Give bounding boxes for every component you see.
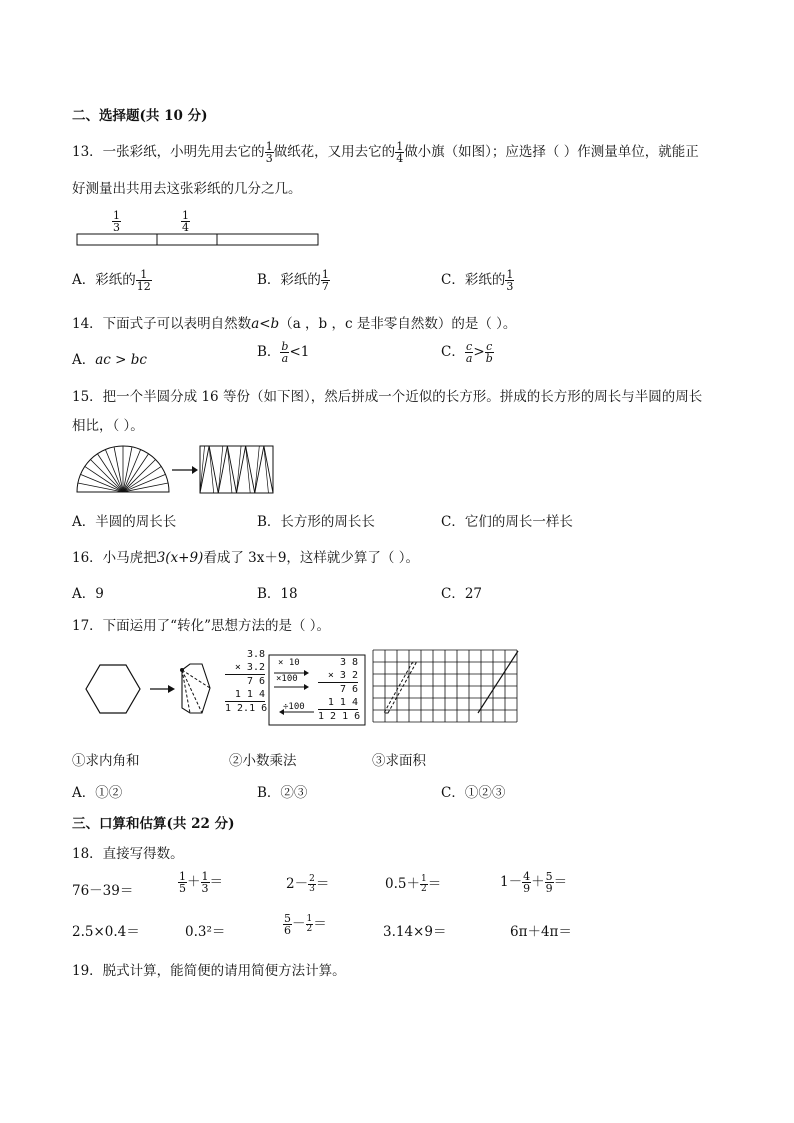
arrow-head-icon (168, 685, 175, 693)
sector-edge (246, 446, 251, 493)
option-label: A．彩纸的 (72, 272, 136, 288)
q14-option-a[interactable] (72, 348, 147, 368)
sector-edge (264, 446, 269, 493)
times-100-label: ×100 (276, 674, 298, 684)
fraction: $\frac{1}{2}$ (420, 874, 427, 894)
option-operator: > (473, 344, 485, 360)
q18-item-9: 3.14×9＝ (383, 924, 447, 940)
fraction: $\frac{1}{3}$ (201, 870, 209, 895)
option-expr: ac > bc (95, 352, 147, 368)
strip-label-one-fourth: $\frac{1}{4}$ (182, 209, 189, 234)
q14-text-a: 14．下面式子可以表明自然数 (72, 316, 252, 332)
divided-hexagon (182, 664, 210, 713)
question-16 (72, 546, 419, 566)
q18-item-1: 76－39＝ (72, 883, 134, 899)
fraction: $\frac{1}{3}$ (506, 268, 514, 293)
decimal-multiplication-left: 3.8 × 3.2 7 6 1 1 4 1 2.1 6 (225, 649, 268, 714)
question-13-line1 (72, 140, 699, 164)
fraction: $\frac{1}{5}$ (179, 870, 186, 895)
option-label: C．彩纸的 (441, 272, 506, 288)
q18-item-7: 0.3²＝ (185, 924, 226, 940)
q13-option-b[interactable] (257, 268, 330, 292)
q14-option-c[interactable] (441, 340, 494, 364)
integer-multiplication-right: 3 8 × 3 2 7 6 1 1 4 1 2 1 6 (318, 657, 361, 722)
figure-caption-3: ③求面积 (372, 753, 426, 769)
q13-option-a[interactable] (72, 268, 152, 292)
section-title-mental-math: 三、口算和估算(共 22 分) (72, 816, 235, 832)
fraction: $\frac{1}{12}$ (136, 268, 151, 293)
fraction: $\frac{c}{a}$ (465, 340, 473, 365)
sector-edge (200, 446, 205, 493)
sector-edge (255, 446, 260, 493)
q16-text-a: 16．小马虎把 (72, 550, 157, 566)
zigzag-sectors (200, 446, 273, 493)
arrow-head-icon (192, 466, 198, 474)
option-label: A． (72, 352, 96, 368)
q18-item-6: 2.5×0.4＝ (72, 924, 140, 940)
fraction: $\frac{2}{3}$ (309, 874, 315, 894)
semicircle-to-rectangle-figure (74, 443, 284, 495)
fraction: $\frac{5}{9}$ (545, 870, 553, 895)
option-tail: <1 (289, 344, 310, 360)
q17-option-b[interactable]: B．②③ (257, 785, 308, 801)
fraction: $\frac{1}{2}$ (306, 914, 313, 934)
fraction: $\frac{1}{4}$ (396, 140, 404, 165)
rectangle-sectors (200, 446, 273, 493)
q15-option-a[interactable]: A．半圆的周长长 (72, 514, 177, 530)
fraction: $\frac{b}{a}$ (281, 340, 289, 365)
q18-item-3: 2－ $\frac{2}{3}$ ＝ (286, 874, 330, 894)
question-14 (72, 312, 516, 332)
question-13-line2: 好测量出共用去这张彩纸的几分之几。 (72, 181, 302, 197)
question-15-line2: 相比，（ ）。 (72, 418, 144, 434)
figure-caption-1: ①求内角和 (72, 753, 140, 769)
q13-text-a: 13．一张彩纸，小明先用去它的 (72, 144, 265, 160)
times-10-label: × 10 (278, 658, 300, 668)
q16-expr: 3(x+9) (156, 550, 204, 566)
q15-option-b[interactable]: B．长方形的周长长 (257, 514, 375, 530)
dashed-parallelogram (384, 663, 416, 713)
question-15-line1: 15．把一个半圆分成 16 等份（如下图），然后拼成一个近似的长方形。拼成的长方形的周长与半圆的周长 (72, 389, 703, 405)
sector-edge (227, 446, 232, 493)
q14-expr: a<b (251, 316, 280, 332)
q15-option-c[interactable]: C．它们的周长一样长 (441, 514, 573, 530)
question-19: 19．脱式计算，能简便的请用简便方法计算。 (72, 963, 346, 979)
divide-100-label: ÷100 (283, 702, 305, 712)
vertex-dot (180, 668, 184, 672)
fraction: $\frac{1}{7}$ (321, 268, 329, 293)
paper-strip-figure (76, 233, 326, 249)
q18-item-5: 1－ $\frac{4}{9}$ ＋ $\frac{5}{9}$ ＝ (500, 870, 568, 895)
q13-option-c[interactable] (441, 268, 514, 292)
semicircle-16-parts (77, 446, 169, 492)
hexagon-angle-figure (72, 650, 222, 730)
figure-caption-2: ②小数乘法 (229, 753, 297, 769)
q17-option-a[interactable]: A．①② (72, 785, 123, 801)
q14-text-b: （a ，b ，c 是非零自然数）的是（ ）。 (279, 316, 517, 332)
strip-label-one-third: $\frac{1}{3}$ (113, 209, 120, 234)
q17-option-c[interactable]: C．①②③ (441, 785, 506, 801)
question-18: 18．直接写得数。 (72, 846, 184, 862)
hexagon (86, 665, 140, 713)
q13-text-c: 做小旗（如图）；应选择（ ）作测量单位，就能正 (404, 144, 699, 160)
question-17: 17．下面运用了“转化”思想方法的是（ ）。 (72, 618, 331, 634)
q16-option-b[interactable]: B．18 (257, 586, 298, 602)
sector-edge (218, 446, 223, 493)
option-label: B．彩纸的 (257, 272, 321, 288)
grid-area-figure (372, 649, 522, 729)
q14-option-b[interactable] (257, 340, 309, 364)
fraction: $\frac{c}{b}$ (485, 340, 493, 365)
q18-item-10: 6π＋4π＝ (510, 924, 572, 940)
q13-text-b: 做纸花，又用去它的 (273, 144, 396, 160)
q16-text-b: 看成了 3x＋9，这样就少算了（ ）。 (203, 550, 419, 566)
fraction: $\frac{5}{6}$ (284, 912, 291, 937)
sector-line (123, 459, 156, 492)
q18-item-4: 0.5＋ $\frac{1}{2}$ ＝ (385, 874, 442, 894)
slanted-line (478, 651, 518, 713)
fraction: $\frac{1}{3}$ (265, 140, 273, 165)
option-label: B． (257, 344, 281, 360)
q16-option-a[interactable]: A．9 (72, 586, 104, 602)
sector-line (90, 459, 123, 492)
option-label: C． (441, 344, 465, 360)
sector-edge (209, 446, 214, 493)
q18-item-2: $\frac{1}{5}$ ＋ $\frac{1}{3}$ ＝ (179, 870, 223, 895)
section-title-choice: 二、选择题(共 10 分) (72, 108, 208, 124)
q16-option-c[interactable]: C．27 (441, 586, 483, 602)
fraction: $\frac{4}{9}$ (523, 870, 531, 895)
q18-item-8: $\frac{5}{6}$ － $\frac{1}{2}$ ＝ (284, 912, 327, 937)
sector-edge (237, 446, 242, 493)
